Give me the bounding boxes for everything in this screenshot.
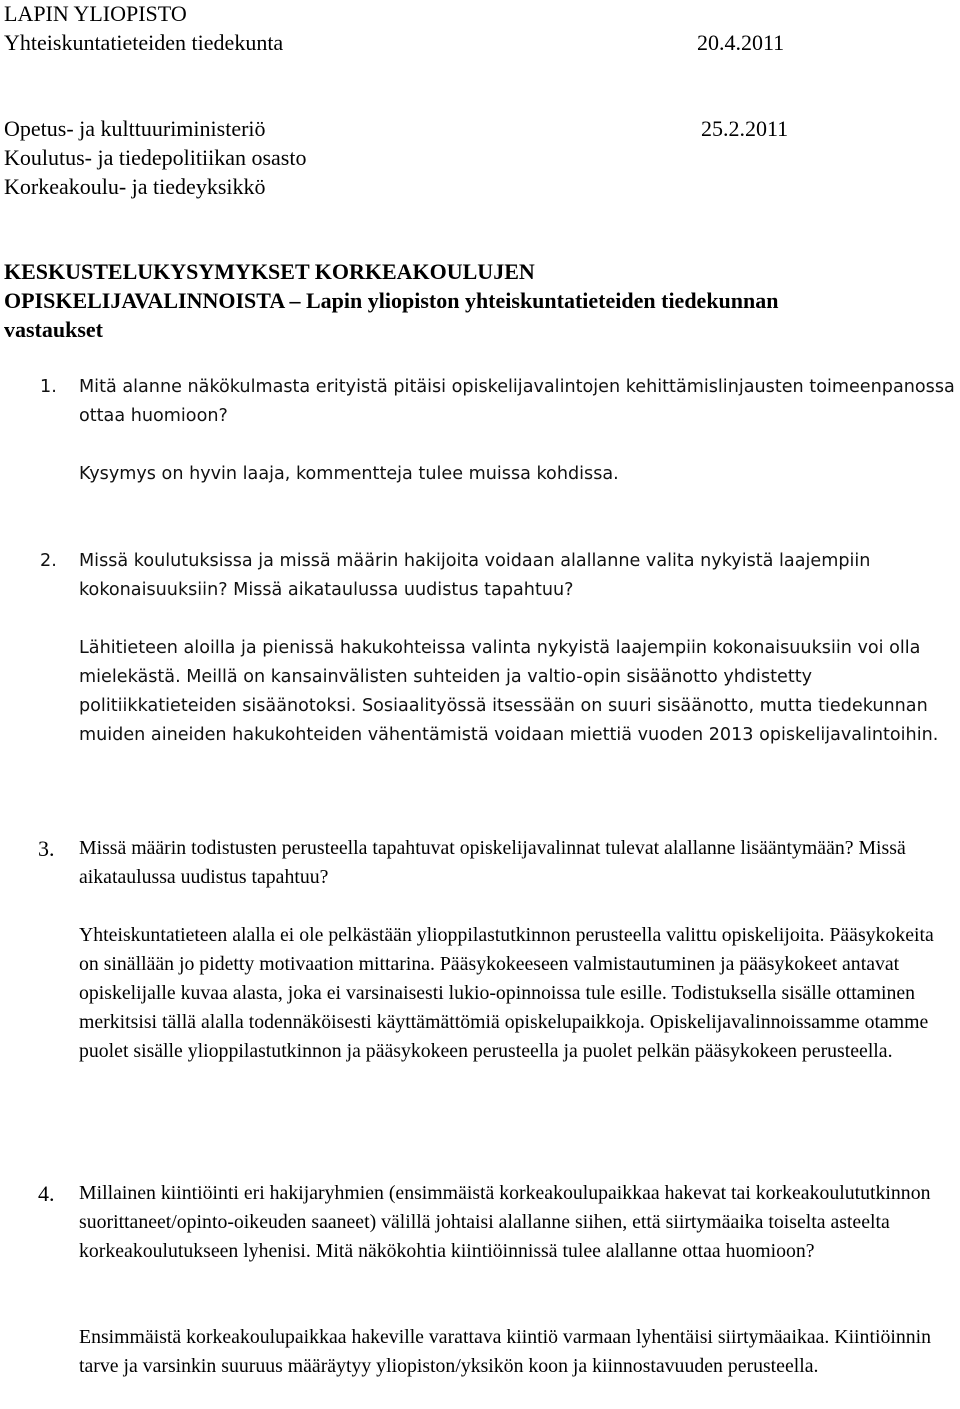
- recipient-date: 25.2.2011: [701, 116, 789, 141]
- document-title-line2: OPISKELIJAVALINNOISTA – Lapin yliopiston yhteiskuntatieteiden tiedekunnan: [4, 288, 779, 313]
- answer-3: [79, 921, 957, 1066]
- answer-2: [79, 634, 957, 750]
- document-title-line3: vastaukset: [4, 317, 104, 342]
- question-2: [79, 547, 957, 605]
- question-number: 1.: [40, 377, 57, 397]
- faculty-date: 20.4.2011: [697, 30, 785, 55]
- faculty-name: Yhteiskuntatieteiden tiedekunta: [4, 30, 284, 55]
- question-4: [79, 1179, 957, 1266]
- recipient-unit: Korkeakoulu- ja tiedeyksikkö: [4, 174, 266, 199]
- question-number: 2.: [40, 551, 57, 571]
- answer-4: [79, 1323, 957, 1381]
- question-number: 3.: [38, 836, 55, 861]
- answer-text: Kysymys on hyvin laaja, kommentteja tulee muissa kohdissa.: [79, 464, 619, 484]
- answer-text: Ensimmäistä korkeakoulupaikkaa hakeville varattava kiintiö varmaan lyhentäisi siirtymäaikaa. Kiintiöinnin tarve ja varsinkin suuruus määräytyy yliopiston/yksikön koon ja kiinnostavuuden perusteella.: [79, 1326, 931, 1377]
- recipient-department: Koulutus- ja tiedepolitiikan osasto: [4, 145, 307, 170]
- question-text: Missä koulutuksissa ja missä määrin hakijoita voidaan alallanne valita nykyistä laajempiin kokonaisuuksiin? Missä aikataulussa uudistus tapahtuu?: [79, 551, 871, 600]
- question-text: Missä määrin todistusten perusteella tapahtuvat opiskelijavalinnat tulevat alallanne lisääntymään? Missä aikataulussa uudistus tapahtuu?: [79, 837, 906, 888]
- question-1: [79, 373, 957, 431]
- recipient-ministry: Opetus- ja kulttuuriministeriö: [4, 116, 266, 141]
- question-number: 4.: [38, 1181, 55, 1206]
- answer-1: [79, 460, 957, 489]
- answer-text: Yhteiskuntatieteen alalla ei ole pelkästään ylioppilastutkinnon perusteella valittu opiskelijoita. Pääsykokeita on sinällään jo pidetty motivaation mittarina. Pääsykokeeseen valmistautuminen ja pääsykokeet antavat opiskelijalle kuvaa alasta, joka ei varsinaisesti lukio-opinnoissa tule esille. Todistuksella sisälle ottaminen merkitsisi tällä alalla todennäköisesti käyttämättömiä opiskelupaikkoja. Opiskelijavalinnoissamme otamme puolet sisälle ylioppilastutkinnon ja pääsykokeen perusteella ja puolet pelkän pääsykokeen perusteella.: [79, 924, 934, 1062]
- document-title-line1: KESKUSTELUKYSYMYKSET KORKEAKOULUJEN: [4, 259, 535, 284]
- question-text: Millainen kiintiöinti eri hakijaryhmien (ensimmäistä korkeakoulupaikkaa hakevat tai korkeakoulututkinnon suorittaneet/opinto-oikeuden saaneet) välillä johtaisi alallanne siihen, että siirtymäaika toiselta asteelta korkeakoulutukseen lyhenisi. Mitä näkökohtia kiintiöinnissä tulee alallanne ottaa huomioon?: [79, 1182, 931, 1262]
- question-3: [79, 834, 957, 892]
- answer-text: Lähitieteen aloilla ja pienissä hakukohteissa valinta nykyistä laajempiin kokonaisuuksiin voi olla mielekästä. Meillä on kansainvälisten suhteiden ja valtio-opin sisäänotto yhdistetty politiikkatieteiden sisäänotoksi. Sosiaalityössä itsessään on suuri sisäänotto, mutta tiedekunnan muiden aineiden hakukohteiden vähentämistä voidaan miettiä vuoden 2013 opiskelijavalintoihin.: [79, 638, 939, 745]
- university-name: LAPIN YLIOPISTO: [4, 1, 187, 26]
- question-text: Mitä alanne näkökulmasta erityistä pitäisi opiskelijavalintojen kehittämislinjausten toimeenpanossa ottaa huomioon?: [79, 377, 955, 426]
